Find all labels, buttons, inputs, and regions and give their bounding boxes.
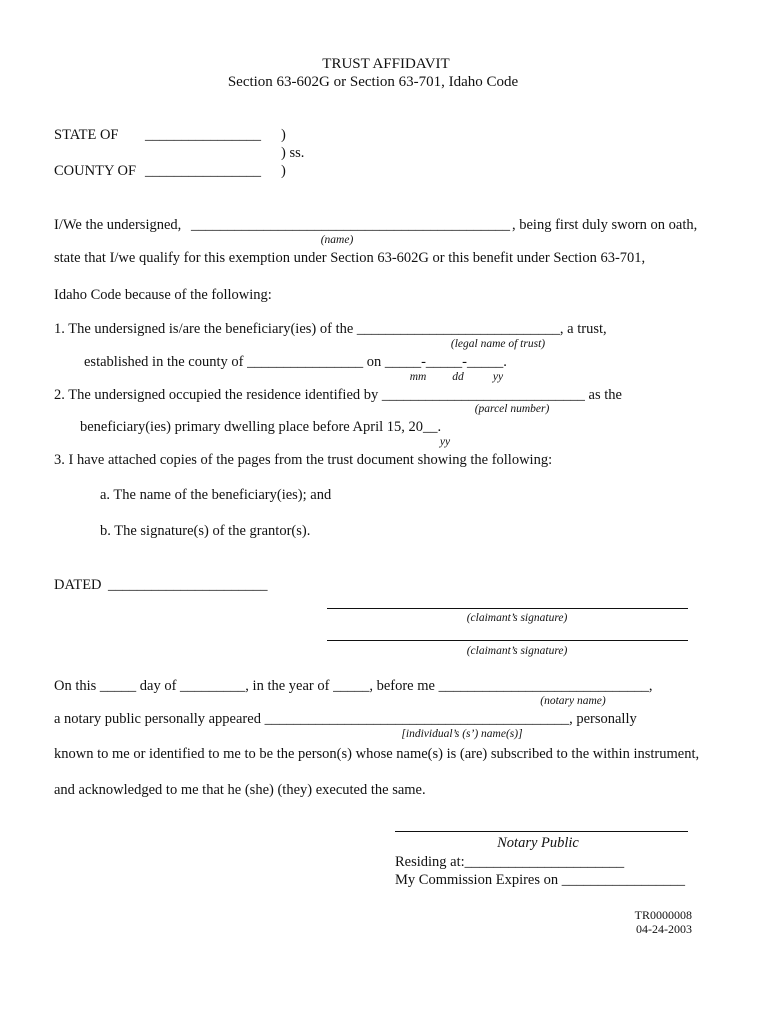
commission-expires: My Commission Expires on _________________ — [395, 872, 686, 888]
residing-at: Residing at:______________________ — [395, 854, 625, 870]
form-date: 04-24-2003 — [636, 922, 692, 936]
notary-line-1: On this _____ day of _________, in the year of _____, before me _____________________________, — [54, 678, 653, 694]
state-label: STATE OF — [54, 127, 119, 143]
intro-line-3: Idaho Code because of the following: — [54, 287, 272, 303]
document-title: TRUST AFFIDAVIT — [322, 56, 450, 72]
county-field[interactable]: ________________ — [145, 163, 261, 179]
form-code: TR0000008 — [634, 908, 692, 922]
claimant-signature-line-1[interactable] — [327, 608, 688, 609]
yy-caption: yy — [492, 371, 504, 383]
state-field[interactable]: ________________ — [145, 127, 261, 143]
intro-end: , being first duly sworn on oath, — [512, 217, 698, 233]
venue-paren-3: ) — [281, 163, 286, 179]
notary-line-4: and acknowledged to me that he (she) (they) executed the same. — [54, 782, 426, 798]
item-2-yy-caption: yy — [439, 436, 451, 448]
document-subtitle: Section 63-602G or Section 63-701, Idaho Code — [227, 74, 519, 90]
item-1-line-1: 1. The undersigned is/are the beneficiary(ies) of the ____________________________, a trust, — [54, 321, 607, 337]
item-2-line-1: 2. The undersigned occupied the residence identified by ____________________________ as the — [54, 387, 622, 403]
intro-start: I/We the undersigned, — [54, 217, 182, 233]
item-3: 3. I have attached copies of the pages from the trust document showing the following: — [54, 452, 553, 468]
notary-name-caption: (notary name) — [540, 695, 606, 707]
notary-public-label: Notary Public — [497, 835, 579, 851]
dated-label: DATED — [54, 577, 102, 593]
item-2-line-2: beneficiary(ies) primary dwelling place before April 15, 20__. — [80, 419, 442, 435]
item-3a: a. The name of the beneficiary(ies); and — [100, 487, 332, 503]
trust-name-caption: (legal name of trust) — [450, 338, 546, 350]
notary-line-3: known to me or identified to me to be the person(s) whose name(s) is (are) subscribed to the within instrument, — [54, 746, 700, 762]
notary-line-2: a notary public personally appeared __________________________________________, personally — [54, 711, 637, 727]
name-caption: (name) — [320, 234, 354, 246]
item-3b: b. The signature(s) of the grantor(s). — [100, 523, 311, 539]
intro-line-2: state that I/we qualify for this exemption under Section 63-602G or this benefit under Section 63-701, — [54, 250, 646, 266]
dd-caption: dd — [452, 371, 464, 383]
venue-ss: ) ss. — [281, 145, 305, 161]
notary-signature-line[interactable] — [395, 831, 688, 832]
county-label: COUNTY OF — [54, 163, 137, 179]
undersigned-name-field[interactable]: ____________________________________________ — [191, 217, 510, 233]
claimant-signature-line-2[interactable] — [327, 640, 688, 641]
claimant-signature-caption-1: (claimant’s signature) — [466, 612, 568, 624]
claimant-signature-caption-2: (claimant’s signature) — [466, 645, 568, 657]
parcel-caption: (parcel number) — [474, 403, 550, 415]
dated-field[interactable]: ______________________ — [108, 577, 268, 593]
item-1-line-2: established in the county of ________________ on _____-_____-_____. — [84, 354, 507, 370]
mm-caption: mm — [409, 371, 427, 383]
venue-paren-1: ) — [281, 127, 286, 143]
individual-name-caption: [individual’s (s’) name(s)] — [401, 728, 523, 740]
